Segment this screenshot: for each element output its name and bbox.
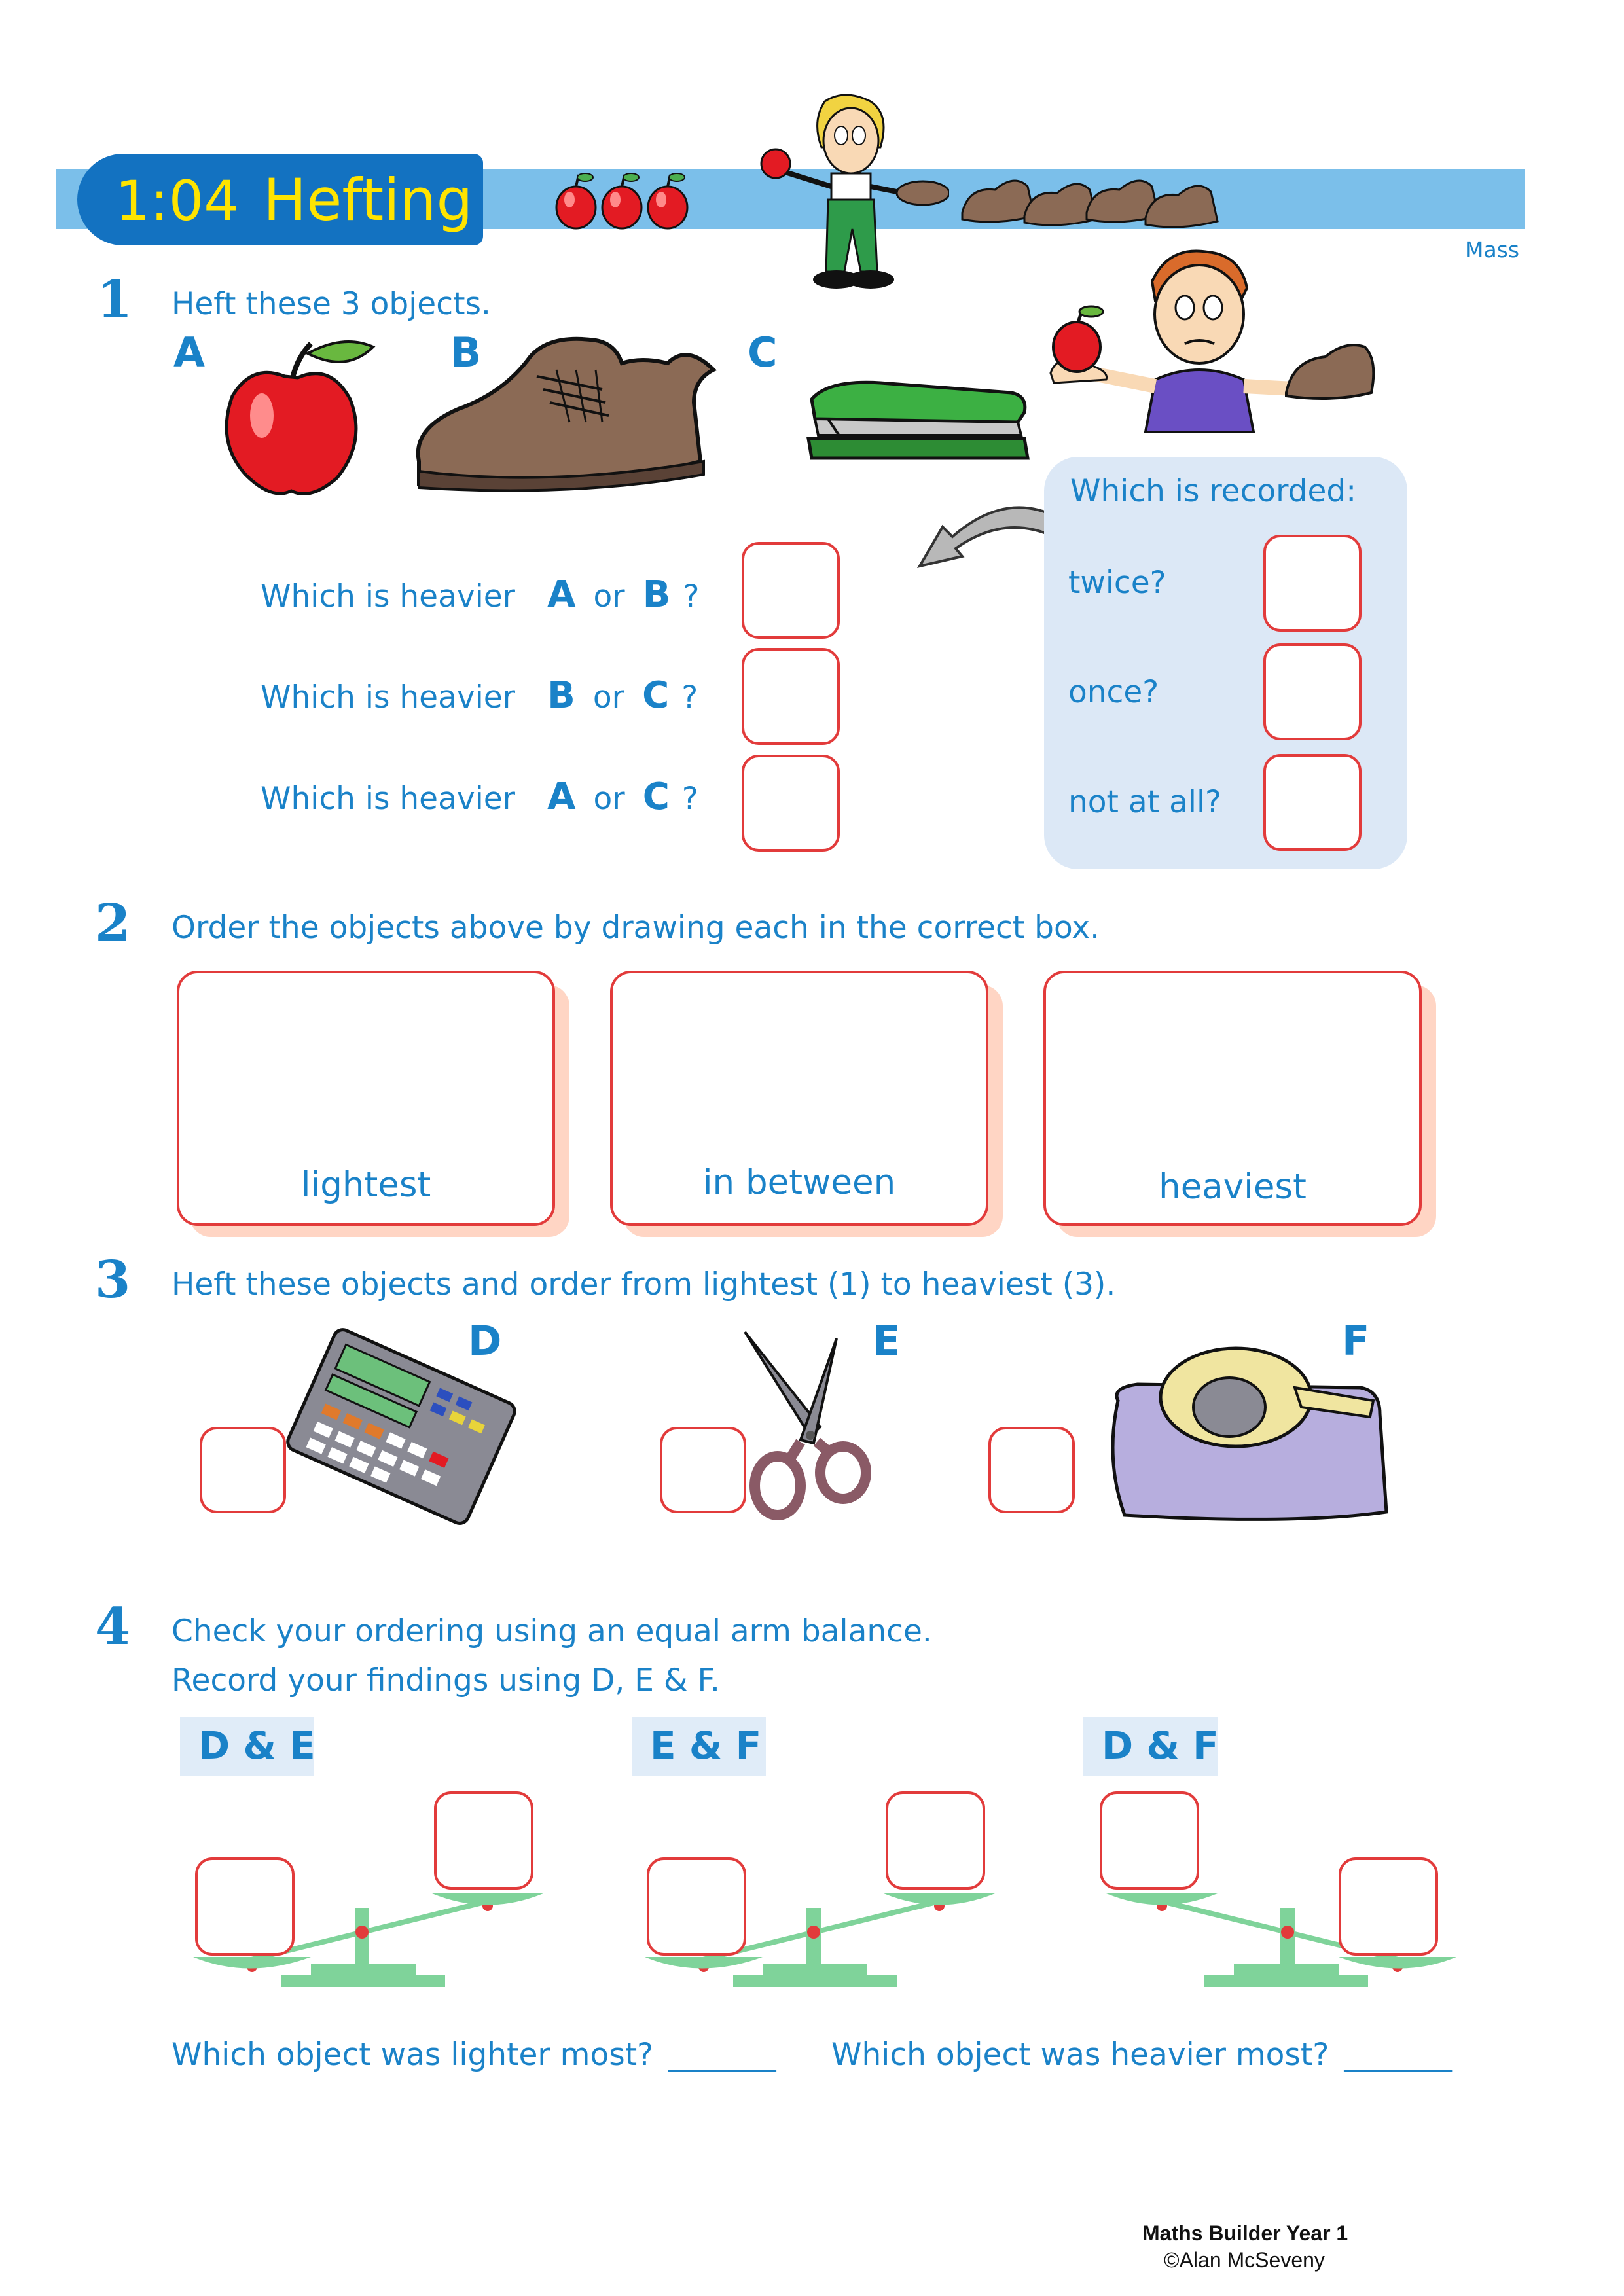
- answer-box-ac[interactable]: [742, 755, 840, 852]
- apple-icon: [556, 173, 596, 228]
- order-rank-box-f[interactable]: [988, 1427, 1075, 1513]
- order-label-in-between: in between: [702, 1162, 896, 1202]
- comparison-row-2: [261, 674, 698, 717]
- balance-1-left-box[interactable]: [195, 1857, 295, 1956]
- comparison-text: Which is heavier: [261, 579, 515, 615]
- apple-icon: [648, 173, 687, 228]
- pair-label: D & E: [198, 1723, 316, 1768]
- pair-tag-e-f: [632, 1717, 766, 1776]
- comparison-first: A: [547, 776, 576, 818]
- scissors-icon: [738, 1325, 876, 1528]
- comparison-q: ?: [681, 781, 698, 817]
- shoe-icon: [406, 331, 733, 494]
- stapler-icon: [802, 373, 1034, 471]
- copyright: ©Alan McSeveny: [1164, 2248, 1325, 2272]
- order-label-lightest: lightest: [300, 1165, 431, 1205]
- question-4-instruction-1: Check your ordering using an equal arm balance.: [171, 1613, 932, 1649]
- question-1-number: 1: [97, 270, 133, 329]
- object-label-c: C: [748, 329, 778, 376]
- answer-box-ab[interactable]: [742, 542, 840, 639]
- recorded-item-twice: twice?: [1068, 565, 1166, 601]
- comparison-text: Which is heavier: [261, 679, 515, 715]
- lighter-answer-blank[interactable]: _______: [668, 2037, 776, 2073]
- answer-box-once[interactable]: [1263, 643, 1362, 740]
- pair-tag-d-f: [1083, 1717, 1218, 1776]
- balance-2-right-box[interactable]: [886, 1791, 985, 1890]
- recorded-item-not-at-all: not at all?: [1068, 784, 1221, 820]
- pair-label: D & F: [1102, 1723, 1219, 1768]
- comparison-second: B: [642, 573, 671, 616]
- object-label-d: D: [468, 1317, 502, 1365]
- comparison-text: Which is heavier: [261, 781, 515, 817]
- object-label-e: E: [873, 1317, 901, 1365]
- comparison-or: or: [593, 579, 625, 615]
- answer-box-not-at-all[interactable]: [1263, 754, 1362, 851]
- curved-arrow-icon: [907, 491, 1064, 576]
- order-rank-box-e[interactable]: [660, 1427, 746, 1513]
- answer-box-twice[interactable]: [1263, 535, 1362, 632]
- shoe-icon: [1146, 186, 1218, 227]
- question-3-instruction: Heft these objects and order from lightest (1) to heaviest (3).: [171, 1266, 1116, 1302]
- balance-1-right-box[interactable]: [434, 1791, 533, 1890]
- recorded-panel-title: Which is recorded:: [1070, 473, 1357, 509]
- question-3-number: 3: [95, 1250, 131, 1310]
- comparison-second: C: [642, 674, 670, 717]
- comparison-row-1: [261, 573, 699, 616]
- apple-icon: [213, 337, 389, 507]
- topic-label: Mass: [1465, 237, 1520, 262]
- pair-tag-d-e: [180, 1717, 314, 1776]
- heavier-answer-blank[interactable]: _______: [1344, 2037, 1452, 2073]
- comparison-or: or: [592, 679, 624, 715]
- header-apples-illustration: [550, 167, 700, 232]
- object-label-f: F: [1342, 1317, 1370, 1365]
- comparison-first: B: [547, 674, 575, 717]
- lesson-number: 1:04: [115, 169, 239, 233]
- order-rank-box-d[interactable]: [200, 1427, 286, 1513]
- order-label-heaviest: heaviest: [1159, 1167, 1307, 1207]
- calculator-icon: [278, 1322, 527, 1525]
- balance-2-left-box[interactable]: [647, 1857, 746, 1956]
- object-label-a: A: [173, 329, 205, 376]
- comparison-q: ?: [683, 579, 700, 615]
- balance-3-left-box[interactable]: [1100, 1791, 1199, 1890]
- question-2-instruction: Order the objects above by drawing each in the correct box.: [171, 910, 1100, 946]
- lighter-question: Which object was lighter most?: [171, 2037, 654, 2073]
- pair-label: E & F: [650, 1723, 762, 1768]
- balance-3-right-box[interactable]: [1339, 1857, 1438, 1956]
- question-1-instruction: Heft these 3 objects.: [171, 286, 491, 322]
- boy-character-illustration: [1031, 249, 1384, 439]
- object-label-b: B: [450, 329, 482, 376]
- question-4-number: 4: [95, 1597, 131, 1657]
- book-title: Maths Builder Year 1: [1142, 2221, 1348, 2245]
- heavier-question-row: [831, 2037, 1452, 2073]
- lighter-question-row: [171, 2037, 776, 2073]
- girl-character-illustration: [740, 88, 949, 304]
- shoe-icon: [962, 181, 1034, 222]
- tape-dispenser-icon: [1098, 1329, 1399, 1532]
- answer-box-bc[interactable]: [742, 648, 840, 745]
- comparison-or: or: [593, 781, 625, 817]
- comparison-row-3: [261, 776, 698, 818]
- comparison-second: C: [642, 776, 670, 818]
- question-2-number: 2: [95, 893, 131, 953]
- question-4-instruction-2: Record your findings using D, E & F.: [171, 1662, 720, 1698]
- lesson-title: Hefting: [263, 166, 473, 234]
- recorded-item-once: once?: [1068, 674, 1159, 710]
- heavier-question: Which object was heavier most?: [831, 2037, 1329, 2073]
- apple-icon: [602, 173, 641, 228]
- comparison-first: A: [547, 573, 576, 616]
- comparison-q: ?: [681, 679, 698, 715]
- header-shoes-illustration: [956, 160, 1231, 239]
